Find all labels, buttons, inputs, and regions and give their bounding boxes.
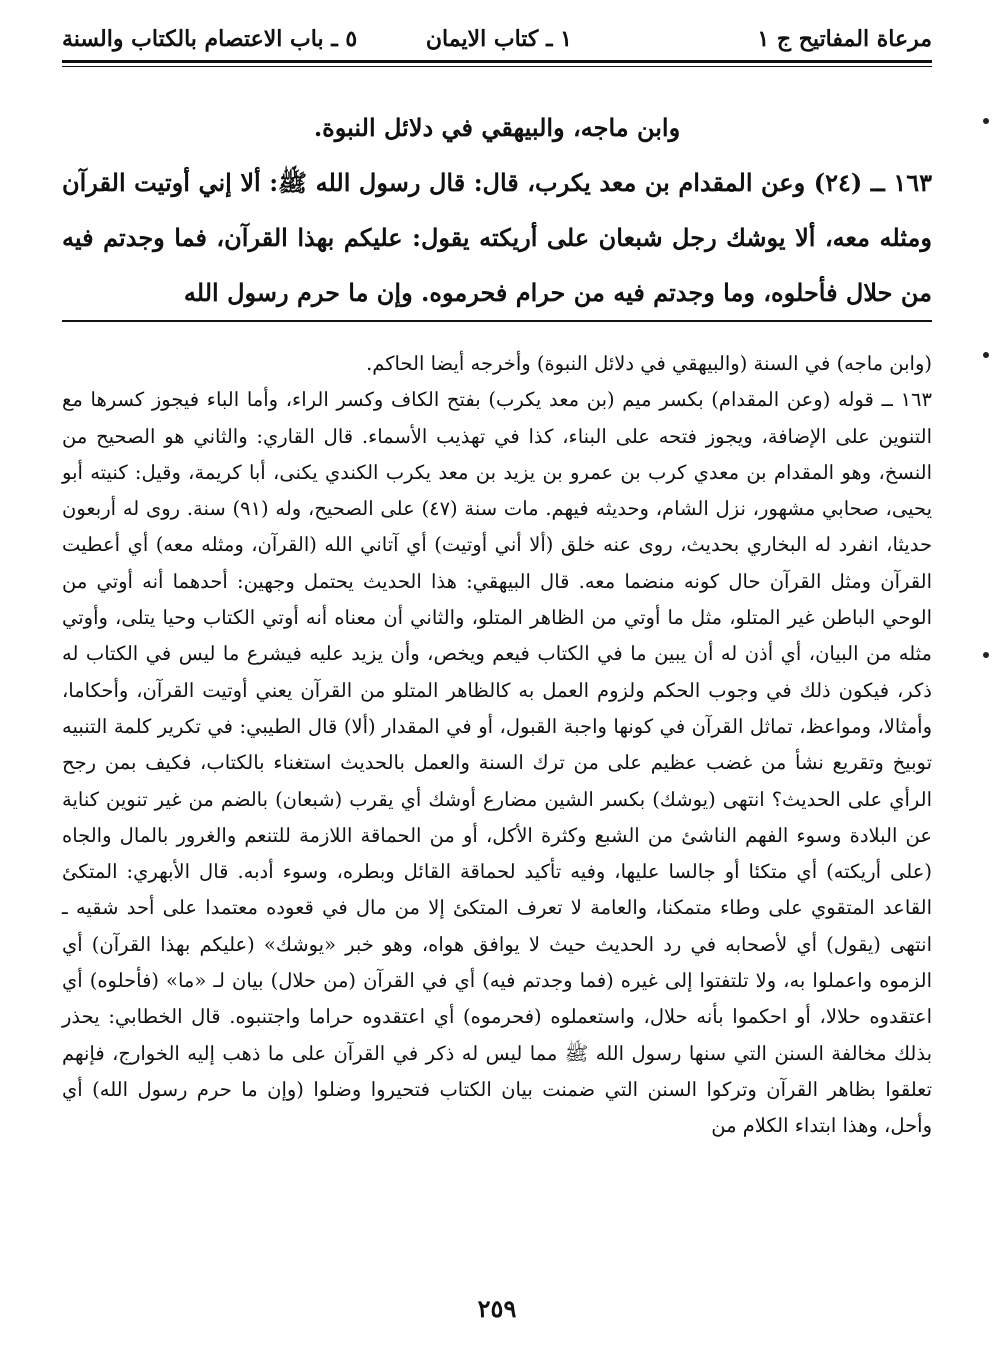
- commentary-paragraph-1: (وابن ماجه) في السنة (والبيهقي في دلائل النبوة) وأخرجه أيضا الحاكم.: [366, 352, 932, 375]
- margin-dot: [983, 118, 989, 124]
- hadith-text: [62, 100, 932, 320]
- hadith-163: ١٦٣ ــ (٢٤) وعن المقدام بن معد يكرب، قال: قال رسول الله ﷺ: ألا إني أوتيت القرآن ومثله معه، ألا يوشك رجل شبعان على أريكته يقول: عليكم بهذا القرآن، فما وجدتم فيه من حلال فأحلوه، وما وجدتم فيه من حرام فحرموه. وإن ما حرم رسول الله: [62, 168, 932, 307]
- matn-continuation: وابن ماجه، والبيهقي في دلائل النبوة.: [313, 113, 681, 142]
- commentary-paragraph-163: ١٦٣ ــ قوله (وعن المقدام) بكسر ميم (بن معد يكرب) بفتح الكاف وكسر الراء، وأما الباء فيجوز كسرها مع التنوين على الإضافة، ويجوز فتحه على البناء، كذا في تهذيب الأسماء. قال القاري: والثاني هو الصحيح من النسخ، وهو المقدام بن معدي كرب بن عمرو بن يزيد بن معد يكرب الكندي يكنى، أبا كريمة، وقيل: كنيته أبو يحيى، صحابي مشهور، نزل الشام، وحديثه فيهم. مات سنة (٤٧) على الصحيح، وله (٩١) سنة. روى له أربعون حديثا، انفرد له البخاري بحديث، روى عنه خلق (ألا أني أوتيت) أي آتاني الله (القرآن، ومثله معه) أي أعطيت القرآن ومثل القرآن حال كونه منضما معه. قال البيهقي: هذا الحديث يحتمل وجهين: أحدهما أنه أوتي من الوحي الباطن غير المتلو، مثل ما أوتي من الظاهر المتلو، والثاني أن معناه أنه أوتي الكتاب وحيا يتلى، وأوتي مثله من البيان، أي أذن له أن يبين ما في الكتاب فيعم ويخص، وأن يزيد عليه فيشرع ما ليس في الكتاب له ذكر، فيكون ذلك في وجوب الحكم ولزوم العمل به كالظاهر المتلو من القرآن يعني أوتيت القرآن، وأحكاما، وأمثالا، ومواعظ، تماثل القرآن في كونها واجبة القبول، أو في المقدار (ألا) قال الطيبي: في تكرير كلمة التنبيه توبيخ وتقريع نشأ من غضب عظيم على من ترك السنة والعمل بالحديث استغناء بالكتاب، فكيف بمن رجح الرأي على الحديث؟ انتهى (يوشك) بكسر الشين مضارع أوشك أي يقرب (شبعان) بالضم من غير تنوين كناية عن البلادة وسوء الفهم الناشئ من الشبع وكثرة الأكل، أو من الحماقة اللازمة للتنعم والغرور بالمال والجاه (على أريكته) أي متكئا أو جالسا عليها، وفيه تأكيد لحماقة القائل وبطره، وسوء أدبه. قال الأبهري: المتكئ القاعد المتقوي على وطاء متمكنا، والعامة لا تعرف المتكئ إلا من مال في قعوده معتمدا على أحد شقيه ـ انتهى (يقول) أي لأصحابه في رد الحديث حيث لا يوافق هواه، وهو خبر «يوشك» (عليكم بهذا القرآن) أي الزموه واعملوا به، ولا تلتفتوا إلى غيره (فما وجدتم فيه) أي في القرآن (من حلال) بيان لـ «ما» (فأحلوه) أي اعتقدوه حلالا، أو احكموا بأنه حلال، واستعملوه (فحرموه) أي اعتقدوه حراما واجتنبوه. قال الخطابي: يحذر بذلك مخالفة السنن التي سنها رسول الله ﷺ مما ليس له ذكر في القرآن على ما ذهب إليه الخوارج، فإنهم تعلقوا بظاهر القرآن وتركوا السنن التي ضمنت بيان الكتاب فتحيروا وضلوا (وإن ما حرم رسول الله) أي وأحل، وهذا ابتداء الكلام من: [62, 388, 933, 1138]
- header-rule-thin: [62, 66, 932, 67]
- header-rule-thick: [62, 60, 932, 63]
- page-number: ٢٥٩: [477, 1294, 517, 1323]
- commentary: [62, 346, 932, 1145]
- book-title-volume: مرعاة المفاتيح ج ١: [757, 26, 932, 52]
- kitab-title: ١ ـ كتاب الايمان: [425, 26, 572, 52]
- bab-title: ٥ ـ باب الاعتصام بالكتاب والسنة: [62, 26, 358, 52]
- margin-dot: [983, 652, 989, 658]
- document-page: [62, 0, 932, 1356]
- margin-dot: [983, 352, 989, 358]
- commentary-separator: [62, 320, 932, 322]
- running-head: [62, 22, 932, 56]
